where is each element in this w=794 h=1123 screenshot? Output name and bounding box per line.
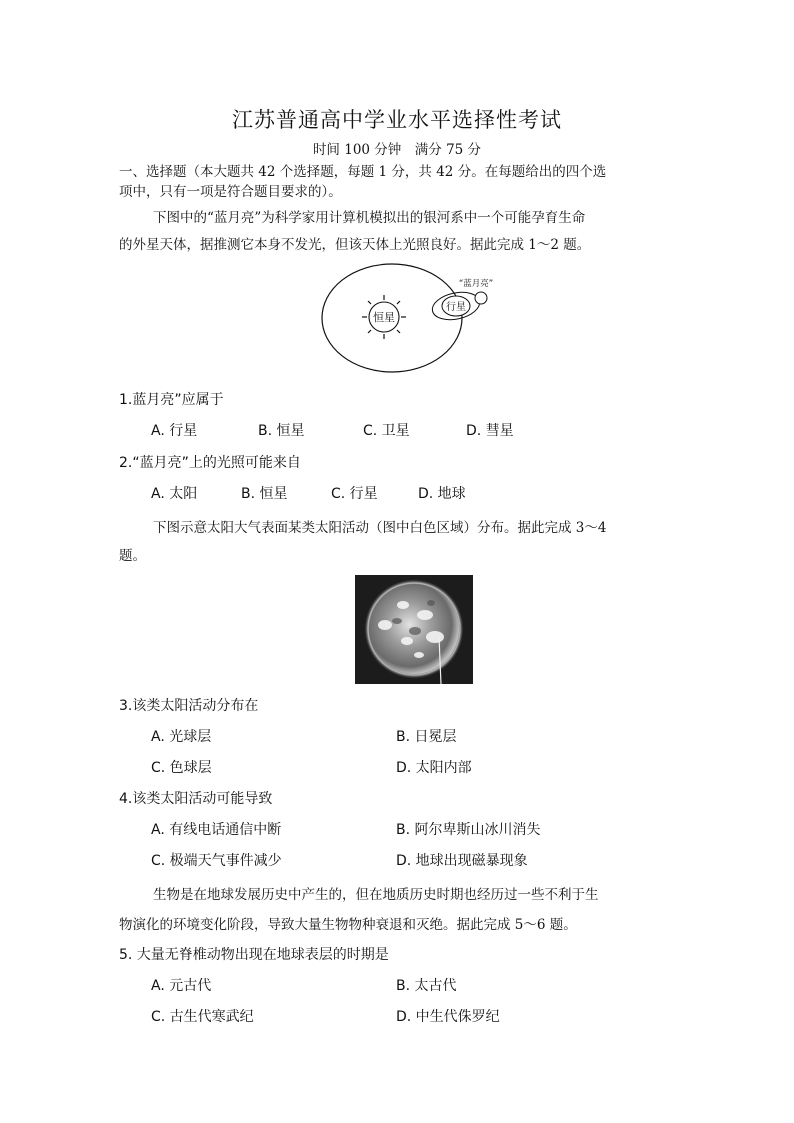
question-3-stem: 3.该类太阳活动分布在 xyxy=(119,698,259,714)
section-instruction-line1: 一、选择题（本大题共 42 个选择题，每题 1 分，共 42 分。在每题给出的四个选 xyxy=(119,164,607,180)
planet-label: 行星 xyxy=(446,302,466,313)
sun-activity-image xyxy=(355,575,473,684)
q2-option-b[interactable]: B. 恒星 xyxy=(241,486,288,502)
q4-option-b[interactable]: B. 阿尔卑斯山冰川消失 xyxy=(396,822,541,838)
question-1-stem: 1.蓝月亮”应属于 xyxy=(119,392,224,408)
blue-moon-label: “蓝月亮” xyxy=(458,279,494,289)
q4-option-d[interactable]: D. 地球出现磁暴现象 xyxy=(396,853,528,869)
question-2-stem: 2.“蓝月亮”上的光照可能来自 xyxy=(119,455,301,471)
q5-option-c[interactable]: C. 古生代寒武纪 xyxy=(151,1009,254,1025)
question-5-stem: 5. 大量无脊椎动物出现在地球表层的时期是 xyxy=(119,947,389,963)
q1-option-c[interactable]: C. 卫星 xyxy=(363,423,410,439)
intro2-line2: 题。 xyxy=(119,548,146,564)
intro3-line2: 物演化的环境变化阶段，导致大量生物物种衰退和灭绝。据此完成 5～6 题。 xyxy=(119,917,577,933)
q2-option-c[interactable]: C. 行星 xyxy=(331,486,378,502)
q5-option-b[interactable]: B. 太古代 xyxy=(396,978,457,994)
question-4-stem: 4.该类太阳活动可能导致 xyxy=(119,791,273,807)
q1-option-a[interactable]: A. 行星 xyxy=(151,423,198,439)
intro1-line2: 的外星天体，据推测它本身不发光，但该天体上光照良好。据此完成 1～2 题。 xyxy=(119,237,591,253)
q3-option-c[interactable]: C. 色球层 xyxy=(151,760,212,776)
q4-option-a[interactable]: A. 有线电话通信中断 xyxy=(151,822,282,838)
q1-option-d[interactable]: D. 彗星 xyxy=(466,423,514,439)
blue-moon-icon xyxy=(475,292,487,304)
q4-option-c[interactable]: C. 极端天气事件减少 xyxy=(151,853,282,869)
q5-option-d[interactable]: D. 中生代侏罗纪 xyxy=(396,1009,500,1025)
section-instruction-line2: 项中，只有一项是符合题目要求的）。 xyxy=(119,184,342,200)
q3-option-b[interactable]: B. 日冕层 xyxy=(396,729,457,745)
q5-option-a[interactable]: A. 元古代 xyxy=(151,978,212,994)
star-label: 恒星 xyxy=(373,311,395,324)
page-title: 江苏普通高中学业水平选择性考试 xyxy=(232,108,562,132)
q3-option-d[interactable]: D. 太阳内部 xyxy=(396,760,472,776)
intro1-line1: 下图中的“蓝月亮”为科学家用计算机模拟出的银河系中一个可能孕育生命 xyxy=(153,210,586,226)
star-system-diagram xyxy=(310,262,520,382)
intro3-line1: 生物是在地球发展历史中产生的，但在地质历史时期也经历过一些不利于生 xyxy=(153,887,599,903)
q2-option-a[interactable]: A. 太阳 xyxy=(151,486,198,502)
intro2-line1: 下图示意太阳大气表面某类太阳活动（图中白色区域）分布。据此完成 3～4 xyxy=(153,520,607,536)
q3-option-a[interactable]: A. 光球层 xyxy=(151,729,212,745)
q1-option-b[interactable]: B. 恒星 xyxy=(258,423,305,439)
exam-time-score: 时间 100 分钟 满分 75 分 xyxy=(312,142,482,158)
q2-option-d[interactable]: D. 地球 xyxy=(418,486,466,502)
